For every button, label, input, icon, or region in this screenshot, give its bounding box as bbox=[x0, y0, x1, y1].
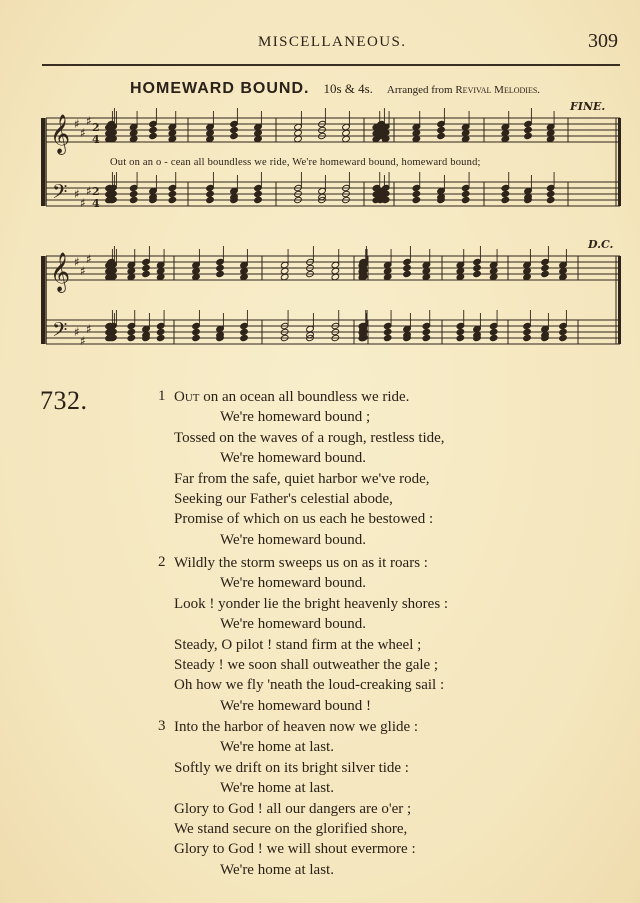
notehead bbox=[412, 196, 421, 203]
notehead bbox=[254, 196, 263, 203]
running-title: MISCELLANEOUS. bbox=[258, 34, 407, 50]
verse-line: Far from the safe, quiet harbor we've rode, bbox=[174, 470, 430, 487]
notehead bbox=[403, 270, 412, 277]
verse-line: We're homeward bound ; bbox=[220, 409, 371, 426]
bass-clef-icon: 𝄢 bbox=[52, 180, 68, 208]
score-svg bbox=[38, 100, 624, 364]
notehead bbox=[240, 328, 249, 335]
notehead bbox=[127, 328, 136, 335]
notehead bbox=[473, 270, 482, 277]
running-head bbox=[0, 30, 640, 58]
arranged-prefix: Arranged from bbox=[386, 84, 453, 96]
verse-line: We stand secure on the glorified shore, bbox=[174, 821, 408, 837]
notehead bbox=[206, 196, 215, 203]
sharp-icon: ♯ bbox=[74, 255, 80, 269]
notehead bbox=[456, 334, 465, 341]
notehead bbox=[412, 190, 421, 197]
notehead bbox=[216, 264, 225, 271]
verse-line: Glory to God ! we will shout evermore : bbox=[174, 841, 416, 858]
notehead bbox=[230, 126, 239, 133]
notehead bbox=[206, 190, 215, 197]
notehead bbox=[383, 328, 392, 335]
lyric-underlay: Out on an o - cean all boundless we ride, We're homeward bound, homeward bound; bbox=[110, 157, 481, 168]
notehead bbox=[149, 132, 158, 139]
verse-first-word: Out bbox=[174, 389, 200, 405]
notehead bbox=[168, 196, 177, 203]
notehead bbox=[437, 132, 446, 139]
hymn-title: HOMEWARD BOUND. bbox=[130, 80, 310, 97]
sharp-icon: ♯ bbox=[86, 184, 92, 198]
system-bracket bbox=[41, 256, 45, 344]
sharp-icon: ♯ bbox=[80, 126, 86, 140]
verse-line: Tossed on the waves of a rough, restless tide, bbox=[174, 429, 445, 446]
verse-line: We're homeward bound. bbox=[220, 450, 367, 467]
verse-line: We're homeward bound. bbox=[220, 531, 367, 548]
verse-line: Into the harbor of heaven now we glide : bbox=[174, 719, 419, 735]
notehead bbox=[422, 334, 431, 341]
notehead bbox=[254, 190, 263, 197]
verse-line: Steady, O pilot ! stand firm at the wheel ; bbox=[174, 636, 422, 653]
notehead bbox=[473, 264, 482, 271]
notehead bbox=[403, 264, 412, 271]
notehead bbox=[456, 328, 465, 335]
notehead bbox=[129, 190, 138, 197]
treble-clef-icon: 𝄞 bbox=[50, 252, 71, 292]
notehead bbox=[461, 190, 470, 197]
verse-line: Wildly the storm sweeps us on as it roars : bbox=[174, 555, 428, 571]
notehead bbox=[127, 334, 136, 341]
notehead bbox=[546, 190, 555, 197]
notehead bbox=[240, 334, 249, 341]
notehead bbox=[501, 190, 510, 197]
notehead bbox=[168, 190, 177, 197]
notehead bbox=[541, 270, 550, 277]
hymn-arranger bbox=[387, 84, 540, 96]
notehead bbox=[156, 328, 165, 335]
hymn-number: 732. bbox=[40, 386, 88, 415]
treble-clef-icon: 𝄞 bbox=[50, 114, 71, 154]
verse-number: 3 bbox=[158, 718, 166, 734]
notehead bbox=[523, 328, 532, 335]
notehead bbox=[559, 328, 568, 335]
sharp-icon: ♯ bbox=[86, 252, 92, 266]
sharp-icon: ♯ bbox=[86, 322, 92, 336]
verse-line: Oh how we fly 'neath the loud-creaking sail : bbox=[174, 677, 445, 694]
notehead bbox=[192, 334, 201, 341]
verse-line: Promise of which on us each he bestowed : bbox=[174, 511, 434, 528]
dc-mark: D.C. bbox=[588, 238, 614, 251]
notehead bbox=[489, 334, 498, 341]
verse-line: We're home at last. bbox=[220, 739, 334, 756]
verse-number: 1 bbox=[158, 388, 166, 404]
sharp-icon: ♯ bbox=[74, 325, 80, 339]
fine-mark: FINE. bbox=[570, 100, 606, 113]
verse-line: Look ! yonder lie the bright heavenly shores : bbox=[174, 595, 449, 612]
notehead bbox=[149, 126, 158, 133]
verse-line: We're homeward bound. bbox=[220, 616, 367, 633]
sharp-icon: ♯ bbox=[74, 187, 80, 201]
notehead bbox=[524, 126, 533, 133]
verse-line: Steady ! we soon shall outweather the gale ; bbox=[174, 657, 439, 673]
notehead bbox=[383, 334, 392, 341]
sharp-icon: ♯ bbox=[80, 196, 86, 210]
final-barline bbox=[618, 256, 621, 344]
notehead bbox=[541, 264, 550, 271]
notehead bbox=[461, 196, 470, 203]
time-signature-bottom: 4 bbox=[92, 133, 100, 146]
notehead bbox=[559, 334, 568, 341]
header-rule bbox=[42, 64, 620, 66]
verse-line: Seeking our Father's celestial abode, bbox=[174, 491, 393, 507]
sharp-icon: ♯ bbox=[80, 264, 86, 278]
verse-line-text: on an ocean all boundless we ride. bbox=[199, 389, 410, 405]
arranged-source: Revival Melodies. bbox=[455, 84, 541, 96]
notehead bbox=[422, 328, 431, 335]
verse-line bbox=[174, 388, 409, 406]
time-signature-top: 2 bbox=[92, 121, 100, 134]
notehead bbox=[489, 328, 498, 335]
verse-line: Softly we drift on its bright silver tide : bbox=[174, 759, 409, 776]
notehead bbox=[192, 328, 201, 335]
page-number: 309 bbox=[588, 30, 618, 52]
notehead bbox=[142, 264, 151, 271]
notehead bbox=[216, 270, 225, 277]
bass-clef-icon: 𝄢 bbox=[52, 318, 68, 346]
notehead bbox=[230, 132, 239, 139]
sharp-icon: ♯ bbox=[74, 117, 80, 131]
hymn-heading bbox=[130, 80, 620, 102]
notehead bbox=[524, 132, 533, 139]
sharp-icon: ♯ bbox=[86, 114, 92, 128]
time-signature-bottom: 4 bbox=[92, 197, 100, 210]
notehead bbox=[437, 126, 446, 133]
verse-number: 2 bbox=[158, 554, 166, 570]
hymn-meter: 10s & 4s. bbox=[323, 81, 373, 96]
notehead bbox=[156, 334, 165, 341]
notehead bbox=[523, 334, 532, 341]
notehead bbox=[129, 196, 138, 203]
notehead bbox=[546, 196, 555, 203]
sharp-icon: ♯ bbox=[80, 334, 86, 348]
verse-line: Glory to God ! all our dangers are o'er ; bbox=[174, 800, 412, 817]
system-bracket bbox=[41, 118, 45, 206]
verse-line: We're homeward bound ! bbox=[220, 697, 372, 714]
music-score bbox=[38, 100, 624, 364]
verse-line: We're homeward bound. bbox=[220, 575, 367, 592]
verse-line: We're home at last. bbox=[220, 861, 334, 878]
time-signature-top: 2 bbox=[92, 185, 100, 198]
verse-line: We're home at last. bbox=[220, 780, 334, 797]
notehead bbox=[501, 196, 510, 203]
notehead bbox=[142, 270, 151, 277]
